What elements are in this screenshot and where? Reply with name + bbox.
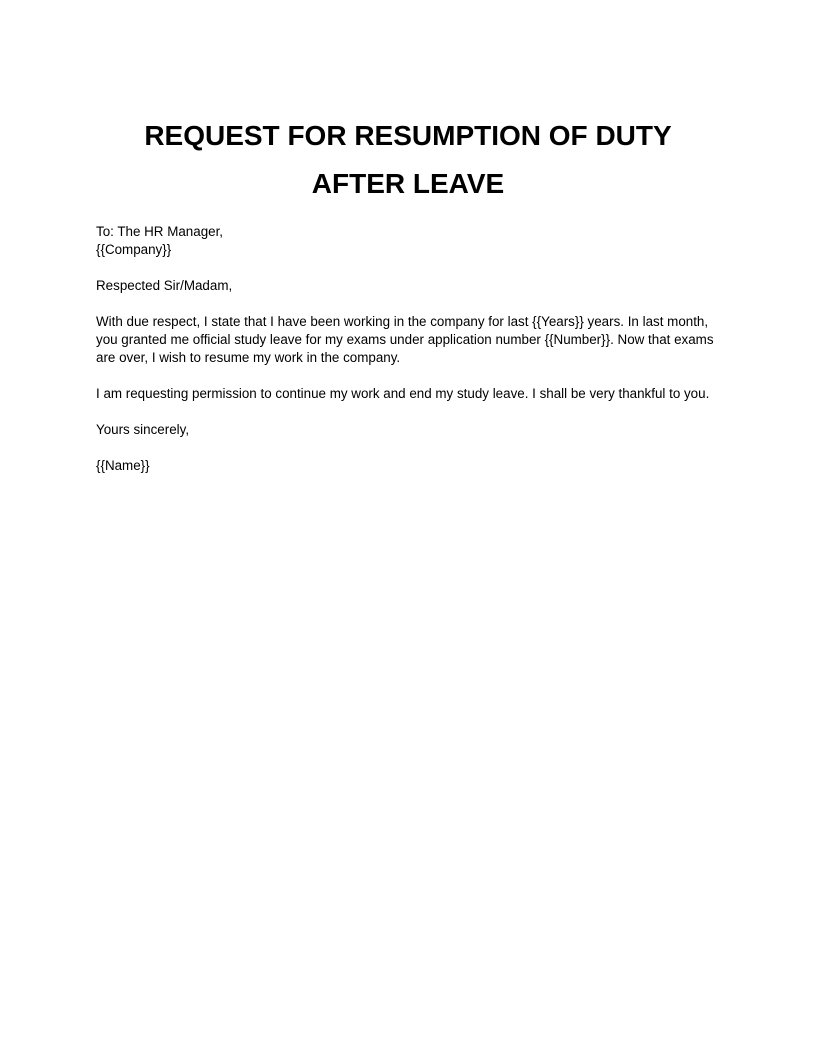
paragraph-1-line-3: are over, I wish to resume my work in the company. bbox=[96, 350, 401, 365]
signature: {{Name}} bbox=[96, 458, 150, 473]
paragraph-1-line-2: you granted me official study leave for my exams under application number {{Number}}. Now that exams bbox=[96, 332, 714, 347]
paragraph-1 bbox=[96, 313, 720, 367]
paragraph-1-line-1: With due respect, I state that I have been working in the company for last {{Years}} years. In last month, bbox=[96, 314, 709, 329]
title-line-1: REQUEST FOR RESUMPTION OF DUTY bbox=[144, 120, 672, 151]
title-line-2: AFTER LEAVE bbox=[311, 168, 505, 199]
salutation: Respected Sir/Madam, bbox=[96, 278, 233, 293]
recipient-block bbox=[96, 223, 720, 259]
recipient-line: To: The HR Manager, bbox=[96, 224, 224, 239]
company-line: {{Company}} bbox=[96, 242, 172, 257]
letter-body bbox=[96, 223, 720, 475]
closing: Yours sincerely, bbox=[96, 422, 190, 437]
paragraph-2: I am requesting permission to continue my work and end my study leave. I shall be very thankful to you. bbox=[96, 386, 710, 401]
letter-title bbox=[96, 112, 720, 208]
